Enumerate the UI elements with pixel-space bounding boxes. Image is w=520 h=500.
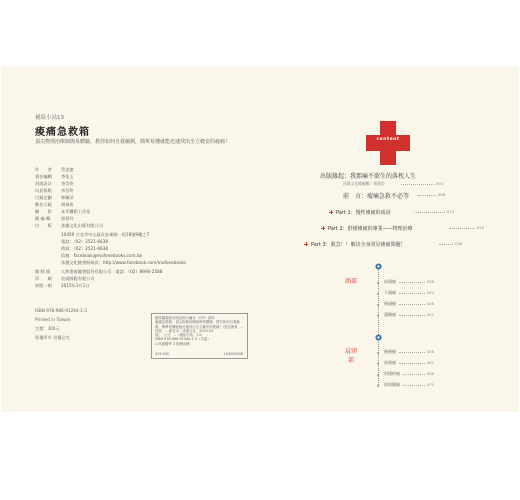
dot-leader bbox=[401, 184, 434, 185]
map-pin-icon bbox=[375, 334, 382, 341]
dot-leader bbox=[399, 352, 425, 353]
credit-row: 出 版 沐風文化出版有限公司 bbox=[35, 223, 103, 228]
isbn: ISBN 978-986-91264-1-3 bbox=[35, 308, 87, 313]
book-title: 痠痛急救箱 bbox=[35, 127, 90, 138]
toc-item-page: 038 bbox=[427, 280, 434, 284]
cip-pages: 面； 公分．--（補給小站；13） bbox=[155, 333, 205, 338]
dot-leader bbox=[418, 195, 436, 196]
credit-row: 作 者 蔡忠憲 bbox=[35, 167, 74, 172]
part-3-label: Part 3：救急！！解決全身常見痠痛問題！ bbox=[311, 242, 406, 248]
publisher-address: 10459 台北市中山區長安東路一段18號9樓之7 bbox=[61, 232, 150, 237]
edition-row: 初版一刷 2015年3月1日 bbox=[35, 283, 90, 288]
cip-subjects: 1.疼痛醫學 2.物理治療 bbox=[155, 341, 190, 346]
credit-row: 攝 影 本萃攝影工作室 bbox=[35, 209, 91, 214]
distributor-row: 總 經 銷 大和書報圖書股份有限公司 電話：（02）8990-2588 bbox=[35, 269, 163, 274]
part-3-page: 036 bbox=[455, 241, 463, 246]
content-label: content bbox=[376, 137, 400, 142]
dot-leader bbox=[439, 244, 453, 245]
toc-item-page: 070 bbox=[427, 383, 434, 387]
timeline-line bbox=[378, 267, 379, 387]
book-spread bbox=[1, 67, 519, 412]
series-name: 補給小站13 bbox=[35, 115, 64, 121]
foreword-title: 前 言：痠痛急救不必等 bbox=[343, 193, 410, 200]
toc-item: 頭側痛 bbox=[384, 312, 396, 317]
group-tag-neck-shoulder: 肩頸部 bbox=[344, 348, 357, 364]
toc-item: 後頭痛 bbox=[384, 301, 396, 306]
part-2-page: 020 bbox=[477, 225, 485, 230]
dot-leader bbox=[449, 228, 475, 229]
dot-leader bbox=[399, 315, 425, 316]
toc-item: 斜頸疼痛 bbox=[384, 371, 400, 376]
map-pin-icon bbox=[375, 263, 382, 270]
credit-row: 行銷企劃 林姵萍 bbox=[35, 195, 74, 200]
dot-leader bbox=[399, 282, 425, 283]
dot-leader bbox=[399, 293, 425, 294]
foreword-page: 008 bbox=[438, 192, 446, 197]
credit-row: 總 編 輯 郭碧玲 bbox=[35, 216, 74, 221]
cross-badge-icon bbox=[364, 119, 412, 167]
item-dot bbox=[377, 304, 379, 306]
publisher-phone: 電話：（02）2521-6638 bbox=[61, 239, 108, 244]
item-dot bbox=[377, 385, 379, 387]
toc-item-page: 048 bbox=[427, 302, 434, 306]
cip-code: 104000298 bbox=[223, 351, 243, 356]
preface-title: 出版緣起：我那痛不欲生的落枕人生 bbox=[320, 173, 417, 180]
publisher-fax: 傳真：（02）2521-6638 bbox=[61, 246, 108, 251]
toc-item: 後頸痛 bbox=[384, 349, 396, 354]
credit-row: 封面設計 李岱伶 bbox=[35, 181, 74, 186]
item-dot bbox=[377, 315, 379, 317]
toc-item: 肩周圍痛 bbox=[384, 382, 400, 387]
dot-leader bbox=[403, 385, 425, 386]
rights-notice: 版權所有 侵權必究 bbox=[35, 335, 70, 340]
price: 定價：300元 bbox=[35, 326, 60, 331]
printed-in: Printed in Taiwan bbox=[35, 317, 71, 322]
item-dot bbox=[377, 352, 379, 354]
toc-item-page: 058 bbox=[427, 350, 434, 354]
item-dot bbox=[377, 374, 379, 376]
preface-page: 004 bbox=[436, 181, 444, 186]
toc-item: 下頭痛 bbox=[384, 290, 396, 295]
part-plus-icon bbox=[329, 210, 333, 214]
credit-row: 動作示範 胡瑞育 bbox=[35, 202, 74, 207]
printer-row: 印 刷 宏就國際有限公司 bbox=[35, 276, 95, 281]
publisher-facebook: 沐風文化臉書粉絲頁：http://www.facebook.com/mufonebooks bbox=[61, 260, 187, 265]
part-1-page: 012 bbox=[447, 209, 455, 214]
preface-byline: 沐風文化總編輯／郭碧玲 bbox=[343, 181, 385, 186]
dot-leader bbox=[399, 304, 425, 305]
cip-heading: 國家圖書館出版品預行編目（CIP）資料 bbox=[155, 316, 215, 320]
toc-item-page: 066 bbox=[427, 372, 434, 376]
cip-class-number: 415.942 bbox=[155, 351, 170, 356]
toc-page bbox=[261, 67, 519, 412]
toc-item: 前頸痛 bbox=[384, 360, 396, 365]
part-1-label: Part 1：慢性痠痛的成因 bbox=[336, 210, 391, 216]
part-plus-icon bbox=[304, 242, 308, 246]
publisher-email: 信箱：facebook@mufonebooks.com.tw bbox=[61, 253, 142, 258]
item-dot bbox=[377, 363, 379, 365]
cip-isbn: ISBN 978-986-91264-1-3（平裝） bbox=[155, 337, 211, 342]
copyright-page bbox=[1, 67, 261, 412]
cip-description: 痠痛急救箱：頂尖物理治療師簡易體驗，教你如何自我檢測，簡單易懂就能迅速找出全立範安的疲痛！/蔡忠憲著．-- 初版．-- 臺北市：沐風文化，2015.03 bbox=[155, 320, 244, 333]
toc-item-page: 044 bbox=[427, 291, 434, 295]
credit-row: 內頁排版 李岱伶 bbox=[35, 188, 74, 193]
credit-row: 責任編輯 李佳玉 bbox=[35, 174, 74, 179]
dot-leader bbox=[414, 212, 445, 213]
cip-box bbox=[151, 313, 248, 359]
dot-leader bbox=[403, 374, 425, 375]
toc-item-page: 052 bbox=[427, 313, 434, 317]
toc-item: 前頭痛 bbox=[384, 279, 396, 284]
part-2-label: Part 2：舒緩痠痛的專業——物理治療 bbox=[328, 226, 413, 232]
toc-item-page: 062 bbox=[427, 361, 434, 365]
group-tag-head: 頭部 bbox=[344, 278, 357, 285]
book-subtitle: 頂尖物理治療師簡易體驗，教你如何自我檢測，簡單易懂就能迅速找出全立範安的疲痛！ bbox=[35, 139, 231, 145]
item-dot bbox=[377, 282, 379, 284]
item-dot bbox=[377, 293, 379, 295]
dot-leader bbox=[399, 363, 425, 364]
part-plus-icon bbox=[321, 226, 325, 230]
